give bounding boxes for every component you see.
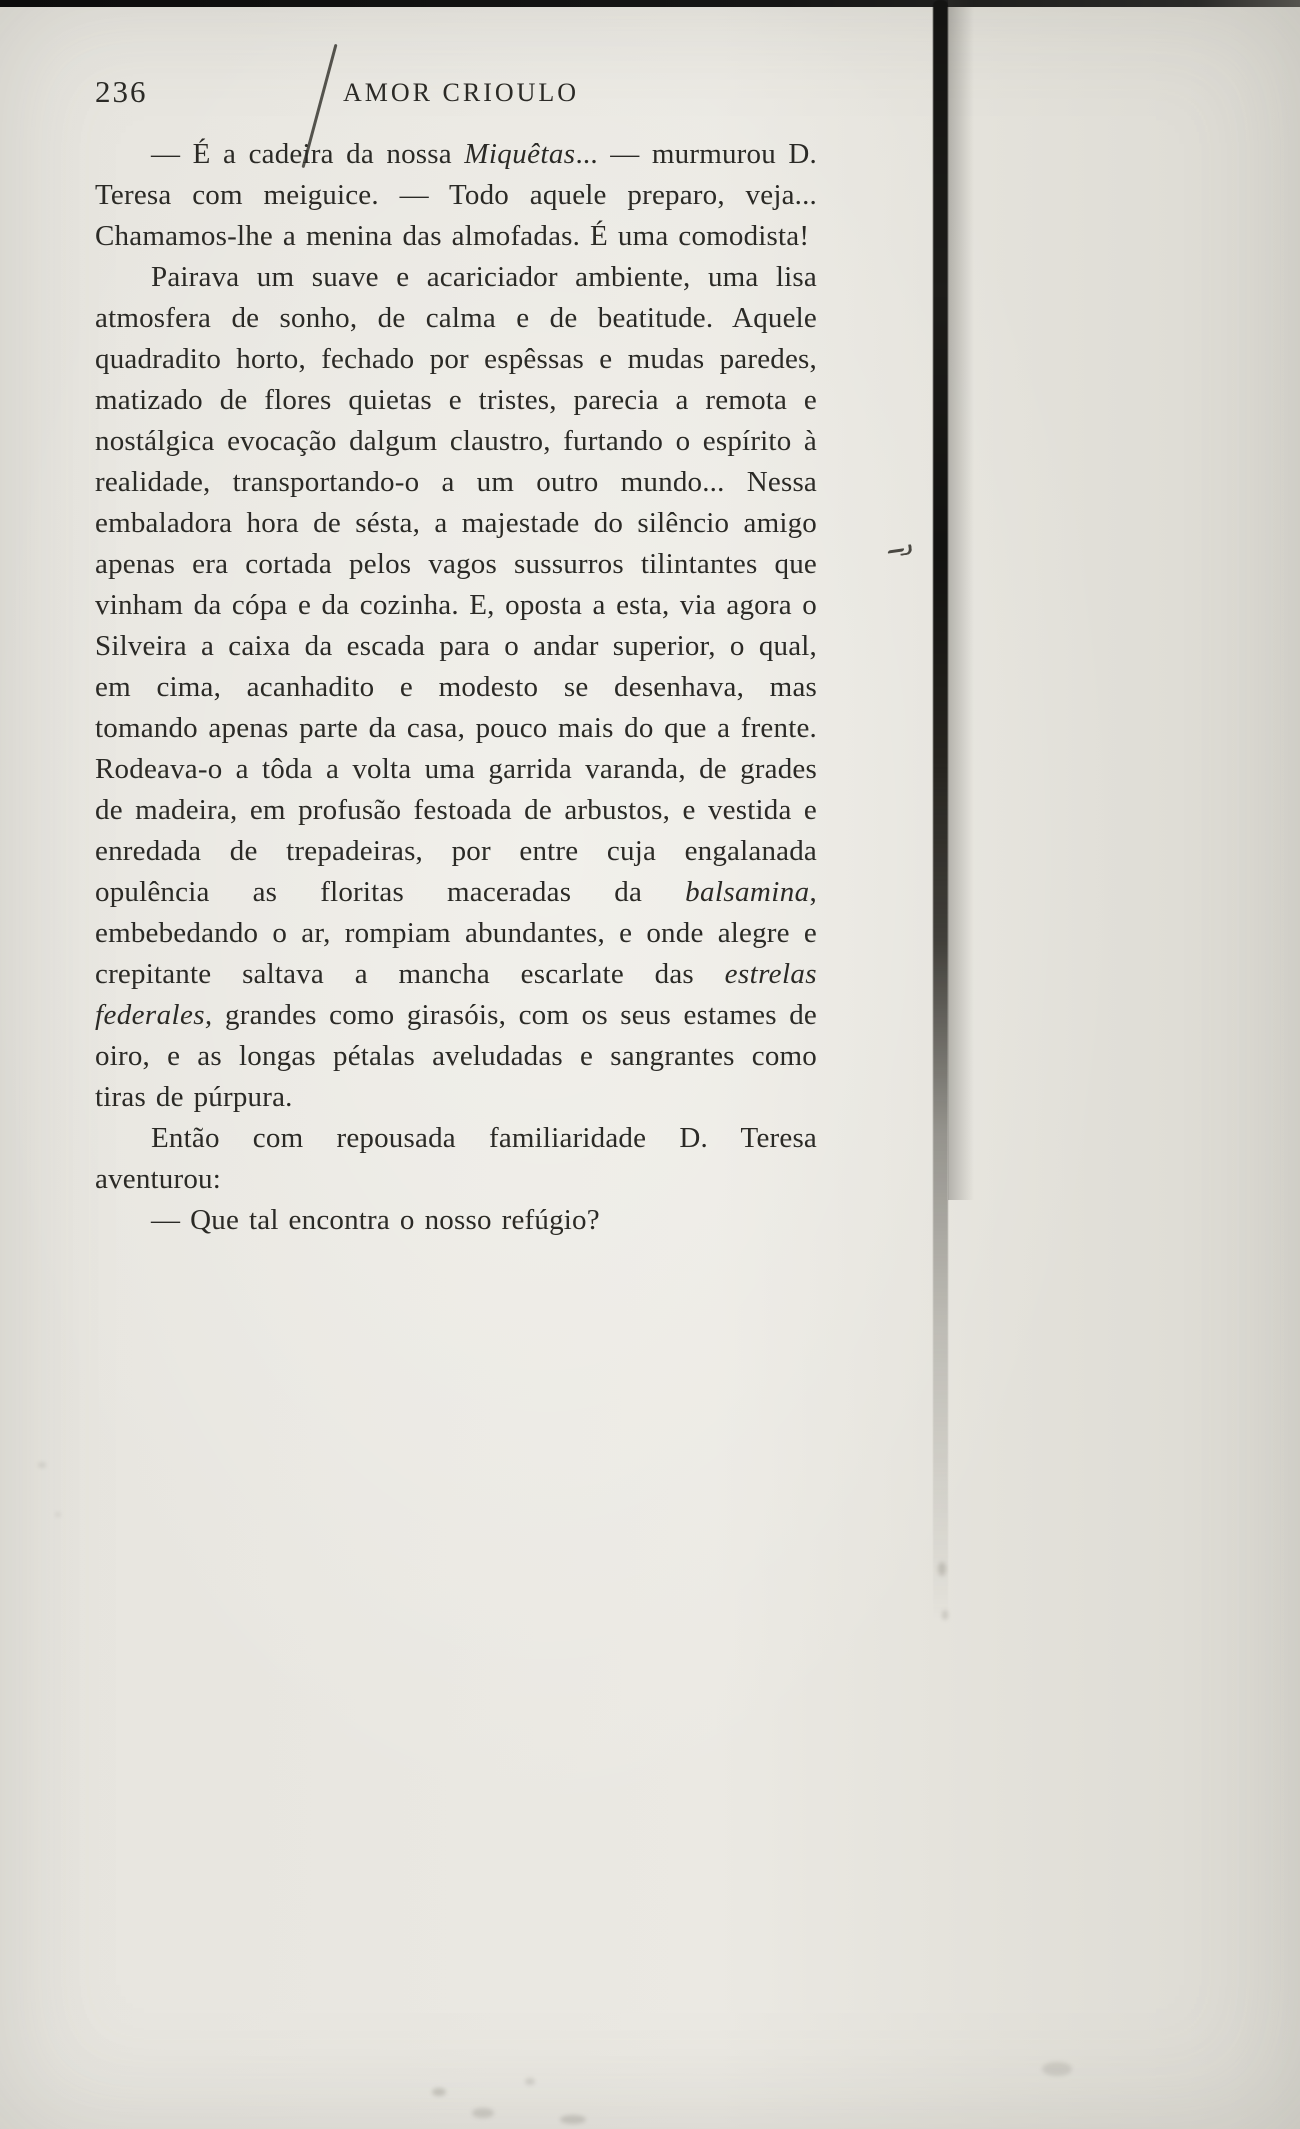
paragraph-description <box>95 257 817 1118</box>
scan-speck <box>38 1462 46 1468</box>
scan-speck <box>938 1562 946 1576</box>
page-number: 236 <box>95 74 148 109</box>
scan-speck <box>1042 2062 1072 2076</box>
margin-pen-mark <box>887 545 910 558</box>
page-header <box>95 74 817 114</box>
text-block <box>95 134 817 1241</box>
text-run: ... — murmurou D. Teresa com meiguice. — Todo aquele preparo, veja... Chamamos-lhe a menina das almofadas. É uma comodista! <box>95 138 818 252</box>
scan-edge-top <box>0 0 1300 7</box>
italic-run: estrelas federales, <box>95 958 817 1031</box>
scan-edge-right-shadow <box>948 0 974 1200</box>
italic-run: balsamina <box>685 876 810 908</box>
text-run: — É a cadeira da nossa <box>151 138 465 170</box>
text-run: grandes como girasóis, com os seus estames de oiro, e as longas pétalas aveludadas e sangrantes como tiras de púrpura. <box>95 999 817 1113</box>
text-run: , embebedando o ar, rompiam abundantes, e onde alegre e crepitante saltava a mancha escarlate das <box>95 876 817 990</box>
running-title: AMOR CRIOULO <box>343 78 580 107</box>
scan-speck <box>472 2108 494 2118</box>
scan-speck <box>560 2115 586 2124</box>
text-run: Pairava um suave e acariciador ambiente, uma lisa atmosfera de sonho, de calma e de beatitude. Aquele quadradito horto, fechado por espêssas e mudas paredes, matizado de flores quietas e tristes, parecia a remota e nostálgica evocação dalgum claustro, furtando o espírito à realidade, transportando-o a um outro mundo... Nessa embaladora hora de sésta, a majestade do silêncio amigo apenas era cortada pelos vagos sussurros tilintantes que vinham da cópa e da cozinha. E, oposta a esta, via agora o Silveira a caixa da escada para o andar superior, o qual, em cima, acanhadito e modesto se desenhava, mas tomando apenas parte da casa, pouco mais do que a frente. Rodeava-o a tôda a volta uma garrida varanda, de grades de madeira, em profusão festoada de arbustos, e vestida e enredada de trepadeiras, por entre cuja engalanada opulência as floritas maceradas da <box>95 261 817 908</box>
italic-run: Miquêtas <box>464 138 576 170</box>
scan-speck <box>942 1610 948 1620</box>
scan-speck <box>525 2078 535 2085</box>
scan-edge-right <box>933 0 948 1620</box>
paragraph-dialog-1 <box>95 134 817 257</box>
paragraph-dialog-2: — Que tal encontra o nosso refúgio? <box>151 1204 600 1236</box>
paragraph-narration: Então com repousada familiaridade D. Teresa aventurou: <box>95 1122 817 1195</box>
scan-speck <box>432 2088 446 2096</box>
scan-speck <box>55 1512 61 1517</box>
